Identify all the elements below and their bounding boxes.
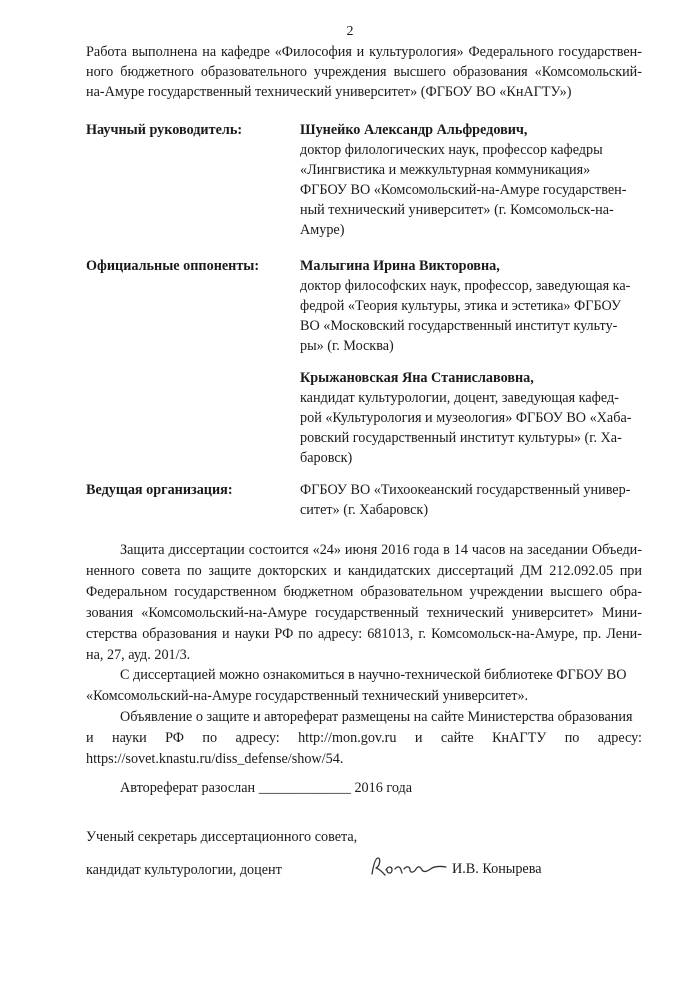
defense-line: Федеральном государственном бюджетном образовательном учреждении высшего обра- <box>86 584 642 600</box>
intro-line: ного бюджетного образовательного учреждения высшего образования «Комсомольский- <box>86 64 642 80</box>
leading-org-block <box>300 480 640 520</box>
library-line: «Комсомольский-на-Амуре государственный технический университет». <box>86 688 529 704</box>
defense-line: на, 27, ауд. 201/3. <box>86 647 191 663</box>
library-line: С диссертацией можно ознакомиться в научно-технической библиотеке ФГБОУ ВО <box>120 667 627 683</box>
intro-line: на-Амуре государственный технический университет» (ФГБОУ ВО «КнАГТУ») <box>86 84 572 100</box>
announcement-line: и науки РФ по адресу: http://mon.gov.ru и сайте КнАГТУ по адресу: <box>86 730 642 746</box>
supervisor-line: ный технический университет» (г. Комсомольск-на- <box>300 202 614 218</box>
supervisor-line: Амуре) <box>300 222 345 238</box>
page-number: 2 <box>346 24 354 39</box>
handwritten-signature <box>368 852 450 887</box>
leading-org-line: ситет» (г. Хабаровск) <box>300 502 429 518</box>
secretary-name: И.В. Конырева <box>452 861 542 877</box>
opponent-2-line: баровск) <box>300 450 353 466</box>
opponent-1-line: федрой «Теория культуры, этика и эстетика» ФГБОУ <box>300 298 622 314</box>
announcement-line: https://sovet.knastu.ru/diss_defense/show/54. <box>86 751 344 767</box>
leading-org-label: Ведущая организация: <box>86 482 233 498</box>
opponent-1-line: ры» (г. Москва) <box>300 338 394 354</box>
defense-paragraph <box>86 540 642 666</box>
dispatch-line: Автореферат разослан _____________ 2016 года <box>120 780 413 796</box>
opponent-1-line: ВО «Московский государственный институт культу- <box>300 318 618 334</box>
intro-paragraph <box>86 42 642 102</box>
defense-line: ненного совета по защите докторских и кандидатских диссертаций ДМ 212.092.05 при <box>86 563 642 579</box>
supervisor-line: ФГБОУ ВО «Комсомольский-на-Амуре государствен- <box>300 182 627 198</box>
opponent-2-line: кандидат культурологии, доцент, заведующая кафед- <box>300 390 619 406</box>
opponent-1-block <box>300 256 640 356</box>
opponent-2-line: рой «Культурология и музеология» ФГБОУ ВО «Хаба- <box>300 410 632 426</box>
supervisor-name: Шунейко Александр Альфредович, <box>300 122 528 138</box>
library-paragraph <box>86 665 642 770</box>
opponents-label: Официальные оппоненты: <box>86 258 260 274</box>
defense-line: Защита диссертации состоится «24» июня 2016 года в 14 часов на заседании Объеди- <box>120 542 642 558</box>
opponent-1-line: доктор философских наук, профессор, заведующая ка- <box>300 278 631 294</box>
secretary-degree: кандидат культурологии, доцент <box>86 862 282 878</box>
announcement-line: Объявление о защите и автореферат размещены на сайте Министерства образования <box>120 709 633 725</box>
supervisor-label: Научный руководитель: <box>86 122 243 138</box>
supervisor-block <box>300 120 640 240</box>
opponent-2-block <box>300 368 640 468</box>
supervisor-line: «Лингвистика и межкультурная коммуникация» <box>300 162 591 178</box>
secretary-title: Ученый секретарь диссертационного совета, <box>86 829 358 845</box>
opponent-2-name: Крыжановская Яна Станиславовна, <box>300 370 534 386</box>
leading-org-line: ФГБОУ ВО «Тихоокеанский государственный универ- <box>300 482 631 498</box>
opponent-2-line: ровский государственный институт культуры» (г. Ха- <box>300 430 622 446</box>
opponent-1-name: Малыгина Ирина Викторовна, <box>300 258 500 274</box>
defense-line: стерства образования и науки РФ по адресу: 681013, г. Комсомольск-на-Амуре, пр. Лени- <box>86 626 642 642</box>
intro-line: Работа выполнена на кафедре «Философия и культурология» Федерального государствен- <box>86 44 642 60</box>
defense-line: зования «Комсомольский-на-Амуре государственный технический университет» Мини- <box>86 605 642 621</box>
supervisor-line: доктор филологических наук, профессор кафедры <box>300 142 603 158</box>
